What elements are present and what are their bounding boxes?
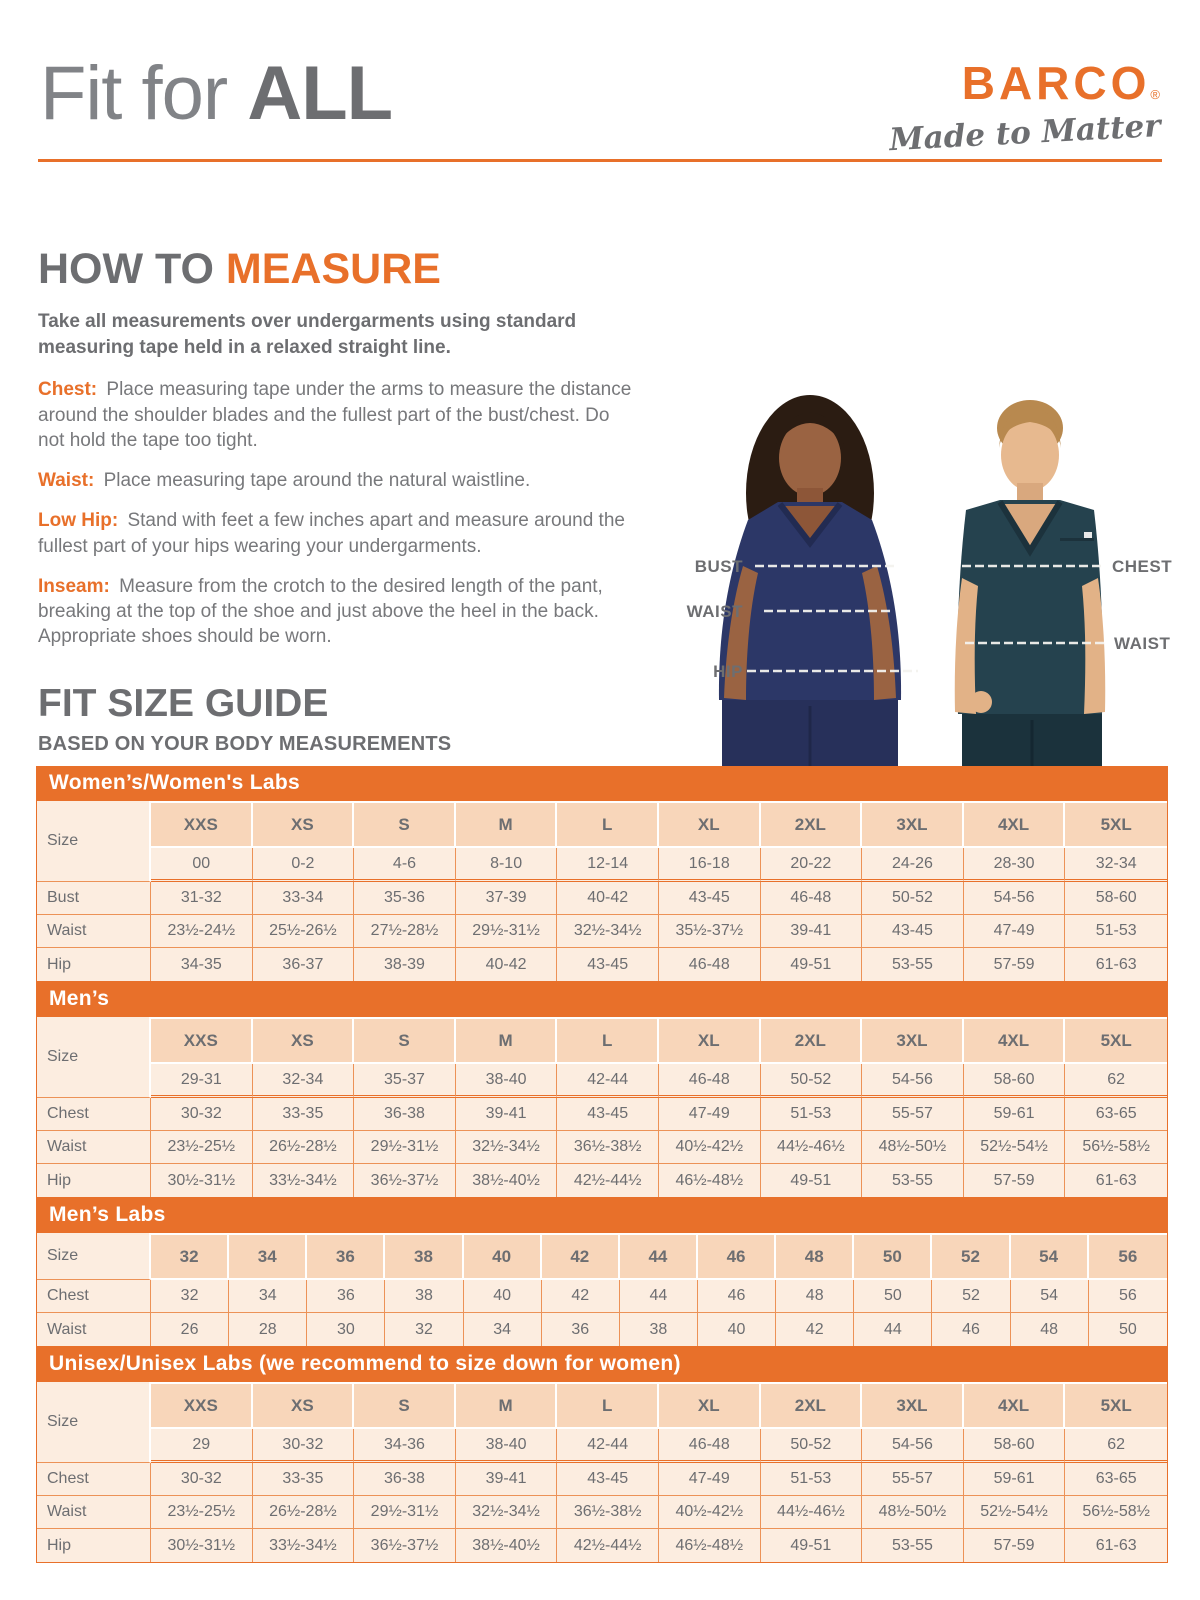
measurement-row-waist	[37, 1131, 1167, 1164]
measurement-cell: 43-45	[557, 1463, 659, 1496]
size-table-3	[36, 1347, 1168, 1563]
measurement-cell: 26½-28½	[253, 1131, 355, 1164]
male-waist-label: WAIST	[1114, 634, 1171, 653]
measurement-cell: 30-32	[151, 1463, 253, 1496]
size-header-cell: L	[557, 1382, 659, 1429]
size-number-cell: 50-52	[761, 1429, 863, 1463]
measurement-cell: 51-53	[1065, 915, 1167, 948]
how-to-measure-heading	[38, 245, 638, 293]
measure-item-waist	[38, 468, 638, 493]
size-table-1	[36, 982, 1168, 1198]
size-header-cell: S	[354, 801, 456, 848]
size-number-cell: 0-2	[253, 848, 355, 882]
measurement-cell: 61-63	[1065, 1164, 1167, 1197]
size-number-row	[37, 1429, 1167, 1463]
measure-item-label: Inseam:	[38, 575, 110, 597]
size-header-cell: 3XL	[862, 1017, 964, 1064]
measurement-row-label: Chest	[37, 1098, 151, 1131]
size-table-grid	[37, 1017, 1167, 1197]
measure-intro: Take all measurements over undergarments using standard measuring tape held in a relaxed straight line.	[38, 311, 577, 358]
measurement-cell: 53-55	[862, 1164, 964, 1197]
measure-item-text: Place measuring tape around the natural waistline.	[103, 470, 531, 492]
measurement-cell: 32	[151, 1280, 229, 1313]
measurement-cell: 38	[385, 1280, 463, 1313]
measure-item-text: Measure from the crotch to the desired length of the pant, breaking at the top of the shoe and just above the heel in the back. Appropriate shoes should be worn.	[38, 575, 603, 648]
size-header-cell: XXS	[151, 1382, 253, 1429]
measurement-row-chest	[37, 1098, 1167, 1131]
measurement-cell: 26	[151, 1313, 229, 1346]
measure-item-label: Chest:	[38, 379, 98, 401]
size-header-cell: XXS	[151, 801, 253, 848]
measurement-cell: 43-45	[557, 948, 659, 981]
size-header-cell: 4XL	[964, 801, 1066, 848]
measurement-row-bust	[37, 882, 1167, 915]
measure-item-text: Place measuring tape under the arms to measure the distance around the shoulder blades and the fullest part of the bust/chest. Do not hold the tape too tight.	[38, 379, 632, 451]
size-header-row	[37, 1382, 1167, 1429]
female-model-illustration	[719, 395, 918, 766]
measurement-cell: 46½-48½	[659, 1529, 761, 1562]
measurement-cell: 61-63	[1065, 1529, 1167, 1562]
size-table-grid	[37, 801, 1167, 981]
size-header-row	[37, 801, 1167, 848]
measurement-cell: 50	[854, 1280, 932, 1313]
measurement-cell: 27½-28½	[354, 915, 456, 948]
size-header-cell: 54	[1011, 1233, 1089, 1280]
size-number-cell: 50-52	[761, 1064, 863, 1098]
fit-size-guide-subheading: BASED ON YOUR BODY MEASUREMENTS	[38, 733, 452, 755]
size-header-cell: 5XL	[1065, 1017, 1167, 1064]
measurement-row-label: Waist	[37, 1496, 151, 1529]
measurement-cell: 39-41	[761, 915, 863, 948]
models-illustration	[640, 368, 1200, 766]
size-number-cell: 38-40	[456, 1064, 558, 1098]
size-table-0	[36, 766, 1168, 982]
measurement-cell: 48	[1011, 1313, 1089, 1346]
measurement-cell: 29½-31½	[354, 1131, 456, 1164]
measurement-cell: 56½-58½	[1065, 1496, 1167, 1529]
header-divider	[38, 159, 1162, 162]
size-number-cell: 24-26	[862, 848, 964, 882]
measurement-cell: 34-35	[151, 948, 253, 981]
male-model-illustration	[955, 400, 1105, 766]
size-header-cell: 42	[542, 1233, 620, 1280]
size-number-cell: 58-60	[964, 1429, 1066, 1463]
measure-item-lowhip	[38, 508, 638, 559]
measurement-row-hip	[37, 1529, 1167, 1562]
size-number-cell: 34-36	[354, 1429, 456, 1463]
size-number-row	[37, 848, 1167, 882]
measurement-cell: 36-37	[253, 948, 355, 981]
size-header-cell: 48	[776, 1233, 854, 1280]
measurement-row-label: Waist	[37, 915, 151, 948]
table-banner: Unisex/Unisex Labs (we recommend to size down for women)	[37, 1347, 1167, 1382]
measure-item-label: Low Hip:	[38, 510, 119, 532]
measurement-row-label: Waist	[37, 1131, 151, 1164]
measurement-cell: 39-41	[456, 1463, 558, 1496]
size-number-row	[37, 1064, 1167, 1098]
heading-gray-part: HOW TO	[38, 245, 214, 293]
registered-mark-icon: ®	[1150, 87, 1160, 102]
measurement-cell: 61-63	[1065, 948, 1167, 981]
measurement-row-hip	[37, 1164, 1167, 1197]
measurement-cell: 39-41	[456, 1098, 558, 1131]
size-header-cell: XL	[659, 1017, 761, 1064]
measurement-cell: 55-57	[862, 1098, 964, 1131]
measurement-cell: 28	[229, 1313, 307, 1346]
measurement-row-label: Hip	[37, 1529, 151, 1562]
measurement-cell: 30	[307, 1313, 385, 1346]
size-header-cell: S	[354, 1017, 456, 1064]
measurement-cell: 40	[464, 1280, 542, 1313]
measure-item-text: Stand with feet a few inches apart and measure around the fullest part of your hips wearing your undergarments.	[38, 510, 625, 557]
measurement-cell: 38½-40½	[456, 1529, 558, 1562]
size-header-cell: XL	[659, 801, 761, 848]
size-header-cell: L	[557, 1017, 659, 1064]
measurement-row-waist	[37, 1496, 1167, 1529]
size-header-cell: S	[354, 1382, 456, 1429]
measurement-cell: 33½-34½	[253, 1529, 355, 1562]
measurement-cell: 34	[229, 1280, 307, 1313]
measurement-cell: 44	[854, 1313, 932, 1346]
chest-pocket	[1060, 538, 1094, 541]
measurement-cell: 51-53	[761, 1098, 863, 1131]
measurement-cell: 33-35	[253, 1463, 355, 1496]
measurement-cell: 36-38	[354, 1463, 456, 1496]
measurement-cell: 34	[464, 1313, 542, 1346]
size-number-cell: 28-30	[964, 848, 1066, 882]
size-header-cell: 3XL	[862, 1382, 964, 1429]
measurement-cell: 36	[542, 1313, 620, 1346]
measurement-cell: 36	[307, 1280, 385, 1313]
measurement-cell: 29½-31½	[456, 915, 558, 948]
size-header-cell: XXS	[151, 1017, 253, 1064]
measurement-cell: 53-55	[862, 948, 964, 981]
measurement-cell: 46	[698, 1280, 776, 1313]
page-title-light: Fit for	[40, 51, 228, 136]
measurement-cell: 52	[932, 1280, 1010, 1313]
measure-item-label: Waist:	[38, 470, 95, 492]
size-header-cell: 44	[620, 1233, 698, 1280]
size-number-cell: 54-56	[862, 1064, 964, 1098]
bust-label: BUST	[694, 557, 743, 576]
measurement-cell: 23½-25½	[151, 1131, 253, 1164]
measurement-cell: 26½-28½	[253, 1496, 355, 1529]
size-header-row	[37, 1017, 1167, 1064]
measurement-cell: 63-65	[1065, 1098, 1167, 1131]
size-header-cell: 56	[1089, 1233, 1167, 1280]
size-header-cell: XL	[659, 1382, 761, 1429]
measurement-cell: 30½-31½	[151, 1164, 253, 1197]
measurement-cell: 25½-26½	[253, 915, 355, 948]
size-header-cell: 2XL	[761, 801, 863, 848]
measurement-cell: 50-52	[862, 882, 964, 915]
size-number-cell: 20-22	[761, 848, 863, 882]
size-number-cell: 30-32	[253, 1429, 355, 1463]
measurement-cell: 49-51	[761, 1529, 863, 1562]
size-header-cell: 46	[698, 1233, 776, 1280]
measurement-cell: 48½-50½	[862, 1131, 964, 1164]
measurement-cell: 51-53	[761, 1463, 863, 1496]
measurement-cell: 56	[1089, 1280, 1167, 1313]
measurement-cell: 59-61	[964, 1463, 1066, 1496]
size-header-cell: 34	[229, 1233, 307, 1280]
size-number-cell: 4-6	[354, 848, 456, 882]
size-header-cell: XS	[253, 801, 355, 848]
brand-logo	[887, 57, 1161, 159]
table-banner: Men’s Labs	[37, 1198, 1167, 1233]
measurement-cell: 36½-38½	[557, 1496, 659, 1529]
measurement-cell: 23½-25½	[151, 1496, 253, 1529]
measurement-cell: 38	[620, 1313, 698, 1346]
page-title-bold: ALL	[247, 51, 393, 136]
measurement-cell: 46½-48½	[659, 1164, 761, 1197]
size-header-cell: 5XL	[1065, 1382, 1167, 1429]
measurement-cell: 32½-34½	[456, 1496, 558, 1529]
size-header-cell: 32	[151, 1233, 229, 1280]
size-number-cell: 54-56	[862, 1429, 964, 1463]
measurement-cell: 42	[776, 1313, 854, 1346]
measurement-cell: 54-56	[964, 882, 1066, 915]
measurement-cell: 33-34	[253, 882, 355, 915]
measurement-cell: 52½-54½	[964, 1496, 1066, 1529]
size-number-cell: 29-31	[151, 1064, 253, 1098]
measurement-cell: 55-57	[862, 1463, 964, 1496]
measurement-cell: 40	[698, 1313, 776, 1346]
table-banner: Men’s	[37, 982, 1167, 1017]
size-header-cell: L	[557, 801, 659, 848]
heading-orange-part: MEASURE	[225, 245, 441, 293]
size-header-cell: 2XL	[761, 1017, 863, 1064]
fit-size-guide-header	[38, 684, 451, 756]
size-number-cell: 38-40	[456, 1429, 558, 1463]
size-header-cell: 4XL	[964, 1382, 1066, 1429]
measurement-cell: 47-49	[964, 915, 1066, 948]
measurement-cell: 42	[542, 1280, 620, 1313]
measurement-cell: 35-36	[354, 882, 456, 915]
measure-item-inseam	[38, 574, 638, 650]
measurement-cell: 57-59	[964, 1164, 1066, 1197]
measurement-cell: 57-59	[964, 948, 1066, 981]
measurement-cell: 43-45	[557, 1098, 659, 1131]
size-header-cell: 5XL	[1065, 801, 1167, 848]
size-row-label: Size	[37, 801, 151, 882]
measurement-cell: 46-48	[761, 882, 863, 915]
brand-wordmark	[889, 57, 1160, 109]
measurement-cell: 46-48	[659, 948, 761, 981]
size-number-cell: 8-10	[456, 848, 558, 882]
measurement-row-label: Chest	[37, 1463, 151, 1496]
size-header-cell: XS	[253, 1017, 355, 1064]
how-to-measure-section	[38, 245, 638, 665]
size-header-cell: 4XL	[964, 1017, 1066, 1064]
measurement-cell: 46	[932, 1313, 1010, 1346]
measurement-cell: 48½-50½	[862, 1496, 964, 1529]
measurement-cell: 52½-54½	[964, 1131, 1066, 1164]
measurement-cell: 31-32	[151, 882, 253, 915]
measurement-cell: 56½-58½	[1065, 1131, 1167, 1164]
measurement-cell: 23½-24½	[151, 915, 253, 948]
measurement-row-waist	[37, 915, 1167, 948]
size-table-grid	[37, 1382, 1167, 1562]
measurement-cell: 42½-44½	[557, 1164, 659, 1197]
size-number-cell: 58-60	[964, 1064, 1066, 1098]
measurement-cell: 42½-44½	[557, 1529, 659, 1562]
size-number-cell: 16-18	[659, 848, 761, 882]
measurement-cell: 36½-37½	[354, 1529, 456, 1562]
measurement-cell: 58-60	[1065, 882, 1167, 915]
measurement-row-label: Waist	[37, 1313, 151, 1346]
measurement-models-figure	[640, 368, 1200, 766]
size-header-cell: 38	[385, 1233, 463, 1280]
measurement-cell: 57-59	[964, 1529, 1066, 1562]
measurement-cell: 43-45	[862, 915, 964, 948]
measurement-cell: 53-55	[862, 1529, 964, 1562]
size-table-2	[36, 1198, 1168, 1347]
measurement-cell: 30½-31½	[151, 1529, 253, 1562]
size-number-cell: 32-34	[253, 1064, 355, 1098]
size-table-grid	[37, 1233, 1167, 1346]
size-header-cell: 50	[854, 1233, 932, 1280]
measurement-row-label: Hip	[37, 1164, 151, 1197]
measurement-cell: 40-42	[557, 882, 659, 915]
measurement-cell: 30-32	[151, 1098, 253, 1131]
measurement-cell: 44½-46½	[761, 1131, 863, 1164]
size-header-cell: 52	[932, 1233, 1010, 1280]
size-number-cell: 00	[151, 848, 253, 882]
measurement-cell: 40½-42½	[659, 1131, 761, 1164]
size-number-cell: 35-37	[354, 1064, 456, 1098]
size-header-cell: 3XL	[862, 801, 964, 848]
measurement-cell: 36-38	[354, 1098, 456, 1131]
measurement-cell: 38½-40½	[456, 1164, 558, 1197]
size-number-cell: 62	[1065, 1429, 1167, 1463]
size-header-cell: XS	[253, 1382, 355, 1429]
brand-tagline: Made to Matter	[887, 108, 1161, 159]
chest-label: CHEST	[1112, 557, 1173, 576]
measurement-row-label: Bust	[37, 882, 151, 915]
measurement-cell: 36½-37½	[354, 1164, 456, 1197]
size-row-label: Size	[37, 1382, 151, 1463]
measurement-cell: 33-35	[253, 1098, 355, 1131]
size-header-cell: 40	[464, 1233, 542, 1280]
measurement-cell: 54	[1011, 1280, 1089, 1313]
size-row-label: Size	[37, 1017, 151, 1098]
female-waist-label: WAIST	[686, 602, 743, 621]
size-number-cell: 32-34	[1065, 848, 1167, 882]
size-number-cell: 12-14	[557, 848, 659, 882]
measurement-row-label: Hip	[37, 948, 151, 981]
measurement-row-chest	[37, 1463, 1167, 1496]
size-header-cell: M	[456, 801, 558, 848]
hip-label: HIP	[713, 662, 743, 681]
size-number-cell: 42-44	[557, 1429, 659, 1463]
measurement-row-hip	[37, 948, 1167, 981]
size-tables	[36, 766, 1168, 1563]
measurement-cell: 32	[385, 1313, 463, 1346]
measurement-cell: 40-42	[456, 948, 558, 981]
measurement-cell: 38-39	[354, 948, 456, 981]
measurement-cell: 44	[620, 1280, 698, 1313]
measurement-row-waist	[37, 1313, 1167, 1346]
measure-item-chest	[38, 377, 638, 453]
page-title	[40, 51, 393, 136]
brand-name: BARCO	[961, 57, 1151, 109]
measurement-cell: 50	[1089, 1313, 1167, 1346]
measurement-cell: 59-61	[964, 1098, 1066, 1131]
measurement-cell: 49-51	[761, 1164, 863, 1197]
measurement-cell: 37-39	[456, 882, 558, 915]
measurement-cell: 48	[776, 1280, 854, 1313]
measurement-cell: 47-49	[659, 1463, 761, 1496]
size-number-cell: 62	[1065, 1064, 1167, 1098]
measurement-cell: 29½-31½	[354, 1496, 456, 1529]
measurement-cell: 44½-46½	[761, 1496, 863, 1529]
measurement-cell: 36½-38½	[557, 1131, 659, 1164]
measurement-cell: 40½-42½	[659, 1496, 761, 1529]
size-number-cell: 29	[151, 1429, 253, 1463]
fit-size-guide-heading: FIT SIZE GUIDE	[38, 682, 329, 725]
size-header-cell: M	[456, 1382, 558, 1429]
measurement-cell: 32½-34½	[557, 915, 659, 948]
measurement-row-label: Chest	[37, 1280, 151, 1313]
size-header-cell: 36	[307, 1233, 385, 1280]
size-header-row	[37, 1233, 1167, 1280]
table-banner: Women’s/Women's Labs	[37, 766, 1167, 801]
measurement-cell: 47-49	[659, 1098, 761, 1131]
measurement-cell: 33½-34½	[253, 1164, 355, 1197]
size-header-cell: 2XL	[761, 1382, 863, 1429]
measurement-cell: 63-65	[1065, 1463, 1167, 1496]
measurement-cell: 49-51	[761, 948, 863, 981]
size-number-cell: 42-44	[557, 1064, 659, 1098]
size-number-cell: 46-48	[659, 1064, 761, 1098]
measurement-row-chest	[37, 1280, 1167, 1313]
measurement-cell: 43-45	[659, 882, 761, 915]
size-header-cell: M	[456, 1017, 558, 1064]
size-row-label: Size	[37, 1233, 151, 1280]
measurement-cell: 35½-37½	[659, 915, 761, 948]
size-number-cell: 46-48	[659, 1429, 761, 1463]
measurement-cell: 32½-34½	[456, 1131, 558, 1164]
